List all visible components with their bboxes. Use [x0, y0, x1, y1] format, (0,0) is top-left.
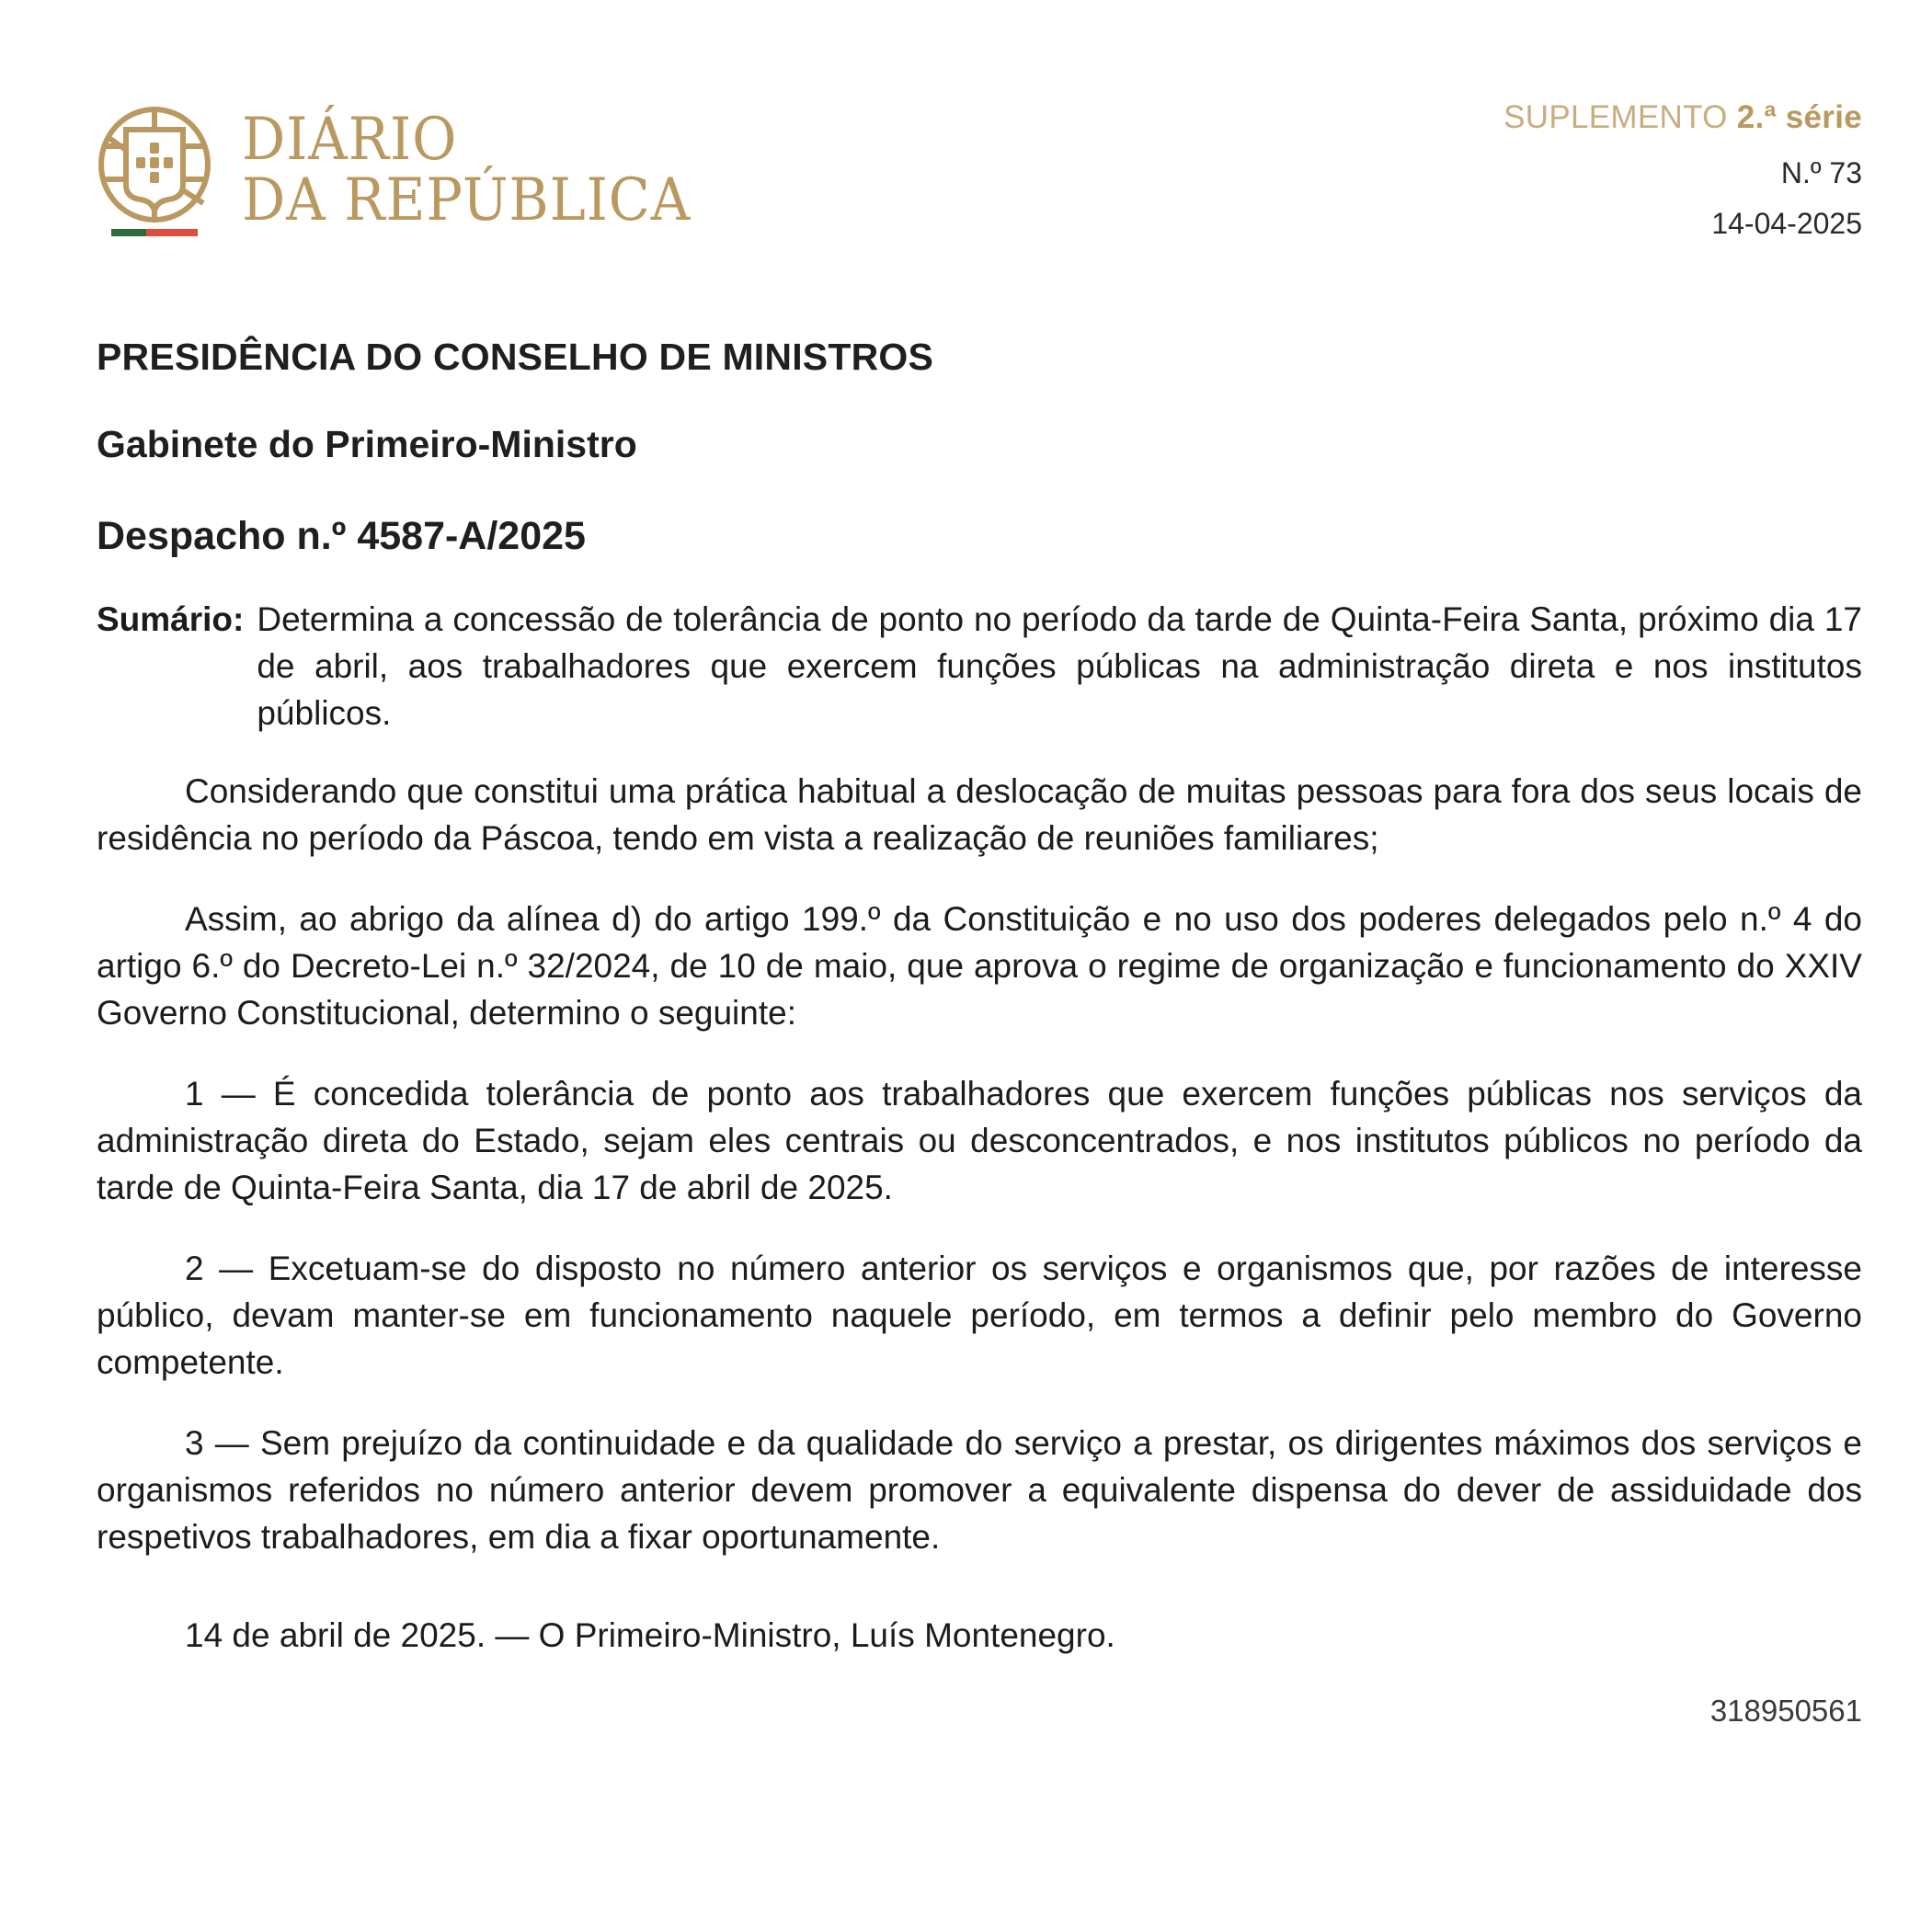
- page-header: [97, 0, 1862, 276]
- emblem: [97, 106, 212, 240]
- paragraph-item-2: 2 — Excetuam-se do disposto no número anterior os serviços e organismos que, por razões de interesse público, devam manter-se em funcionamento naquele período, em termos a definir pelo membro do Governo competente.: [97, 1250, 1862, 1381]
- summary: [97, 596, 1862, 736]
- issue-number: N.º 73: [1780, 156, 1862, 189]
- summary-label: Sumário:: [97, 600, 245, 638]
- logo-wordmark: [242, 106, 692, 234]
- diario-da-republica-logo: [97, 106, 730, 240]
- unit-heading: Gabinete do Primeiro-Ministro: [97, 423, 637, 465]
- issue-date: 14-04-2025: [1711, 207, 1862, 240]
- paragraph-assim: Assim, ao abrigo da alínea d) do artigo 199.º da Constituição e no uso dos poderes delegados pelo n.º 4 do artigo 6.º do Decreto-Lei n.º 32/2024, de 10 de maio, que aprova o regime de organização e funcionamento do XXIV Governo Constitucional, determino o seguinte:: [97, 900, 1862, 1032]
- paragraph-item-1: 1 — É concedida tolerância de ponto aos trabalhadores que exercem funções públicas nos serviços da administração direta do Estado, sejam eles centrais ou desconcentrados, e nos institutos públicos no período da tarde de Quinta-Feira Santa, dia 17 de abril de 2025.: [97, 1075, 1862, 1206]
- logo-line-2: DA REPÚBLICA: [242, 166, 692, 234]
- flag-stripe: [111, 229, 198, 236]
- signature-line: 14 de abril de 2025. — O Primeiro-Ministro, Luís Montenegro.: [185, 1616, 1115, 1654]
- publication-meta: [1503, 99, 1862, 241]
- document-id: 318950561: [1709, 1694, 1862, 1728]
- shield-globe-icon: [97, 106, 212, 223]
- document-page: [97, 0, 1862, 1729]
- logo-line-1: DIÁRIO: [242, 106, 458, 174]
- series-label: 2.ª série: [1736, 99, 1862, 135]
- flag-red: [146, 229, 198, 236]
- document-title: Despacho n.º 4587-A/2025: [97, 514, 586, 558]
- organization-heading: PRESIDÊNCIA DO CONSELHO DE MINISTROS: [97, 336, 934, 378]
- paragraph-item-3: 3 — Sem prejuízo da continuidade e da qualidade do serviço a prestar, os dirigentes máximos dos serviços e organismos referidos no número anterior devem promover a equivalente dispensa do dever de assiduidade dos respetivos trabalhadores, em dia a fixar oportunamente.: [97, 1424, 1862, 1556]
- summary-text: Determina a concessão de tolerância de ponto no período da tarde de Quinta-Feira Santa, próximo dia 17 de abril, aos trabalhadores que exercem funções públicas na administração direta e nos institutos públicos.: [257, 600, 1862, 732]
- supplement-label: SUPLEMENTO: [1503, 99, 1728, 135]
- flag-green: [111, 229, 146, 236]
- paragraph-considerando: Considerando que constitui uma prática habitual a deslocação de muitas pessoas para fora dos seus locais de residência no período da Páscoa, tendo em vista a realização de reuniões familiares;: [97, 772, 1862, 857]
- supplement-series: [1503, 99, 1862, 136]
